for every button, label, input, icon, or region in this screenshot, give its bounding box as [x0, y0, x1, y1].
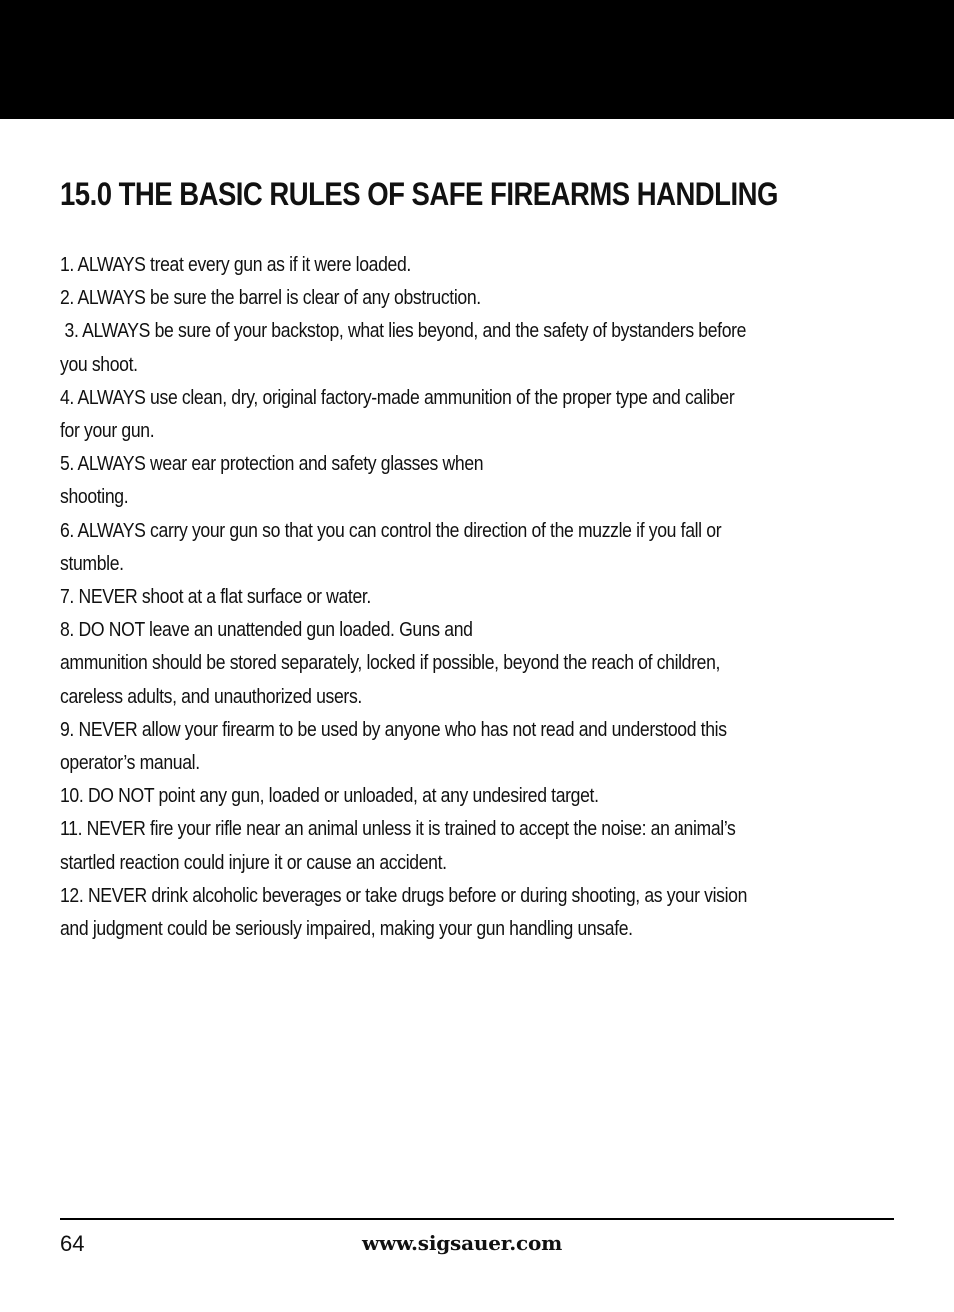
rule-line: 10. DO NOT point any gun, loaded or unloaded, at any undesired target.	[60, 785, 599, 808]
rule-line: stumble.	[60, 552, 124, 575]
rule-line: 7. NEVER shoot at a flat surface or water.	[60, 586, 371, 609]
rule-line: startled reaction could injure it or cause an accident.	[60, 851, 447, 874]
footer-divider	[60, 1218, 894, 1220]
section-title: 15.0 THE BASIC RULES OF SAFE FIREARMS HANDLING	[60, 176, 778, 212]
website-url: www.sigsauer.com	[362, 1231, 563, 1255]
rule-line: 5. ALWAYS wear ear protection and safety glasses when	[60, 453, 484, 476]
rule-line: 9. NEVER allow your firearm to be used by anyone who has not read and understood this	[60, 718, 727, 741]
rule-line: you shoot.	[60, 353, 138, 376]
rule-line: 1. ALWAYS treat every gun as if it were loaded.	[60, 254, 411, 276]
rule-line: 6. ALWAYS carry your gun so that you can control the direction of the muzzle if you fall or	[60, 519, 722, 542]
rule-line: 8. DO NOT leave an unattended gun loaded. Guns and	[60, 619, 473, 642]
rule-line: 11. NEVER fire your rifle near an animal unless it is trained to accept the noise: an animal’s	[60, 818, 736, 841]
rule-line: and judgment could be seriously impaired, making your gun handling unsafe.	[60, 918, 633, 941]
rule-line: operator’s manual.	[60, 752, 200, 775]
rule-line: ammunition should be stored separately, locked if possible, beyond the reach of children,	[60, 652, 721, 675]
rule-line: for your gun.	[60, 420, 155, 443]
rule-line: 4. ALWAYS use clean, dry, original factory-made ammunition of the proper type and caliber	[60, 386, 735, 409]
rule-line: 3. ALWAYS be sure of your backstop, what lies beyond, and the safety of bystanders before	[60, 320, 747, 343]
header-band	[0, 0, 954, 119]
rules-list	[60, 249, 782, 946]
rule-line: shooting.	[60, 486, 129, 509]
rule-line: careless adults, and unauthorized users.	[60, 685, 362, 708]
rule-line: 2. ALWAYS be sure the barrel is clear of any obstruction.	[60, 287, 481, 310]
rule-line: 12. NEVER drink alcoholic beverages or take drugs before or during shooting, as your vision	[60, 884, 748, 907]
page-number: 64	[60, 1231, 85, 1256]
